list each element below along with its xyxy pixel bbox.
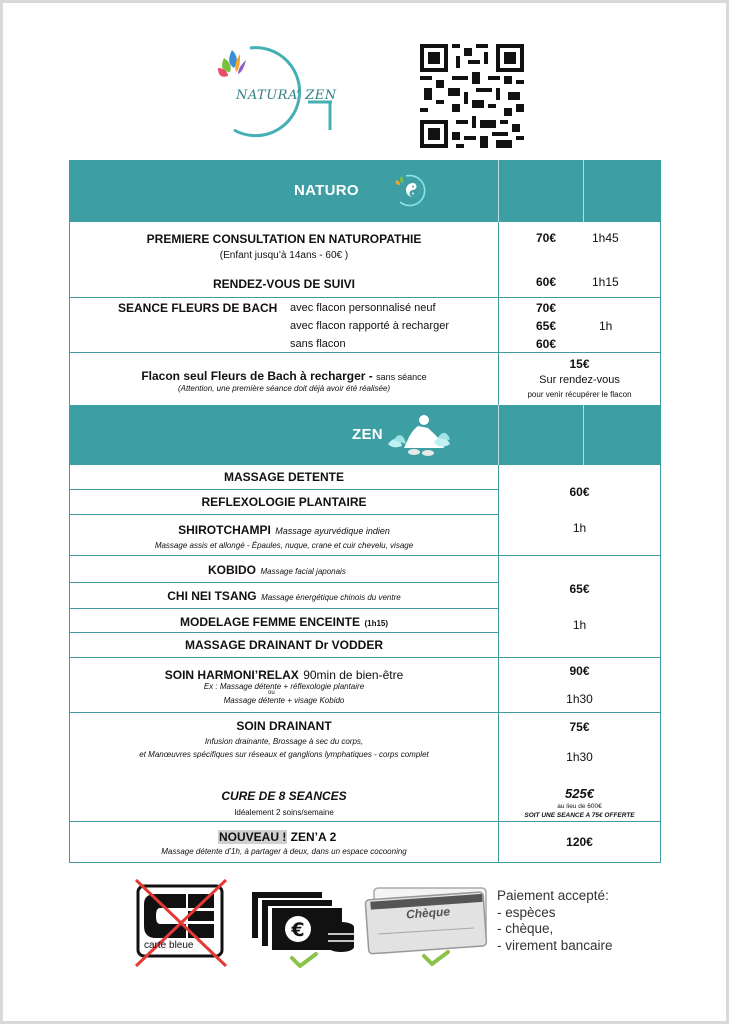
cure-offer: SOIT UNE SEANCE A 75€ OFFERTE (524, 812, 635, 819)
modelage-name: MODELAGE FEMME ENCEINTE (179, 615, 360, 629)
massage-detente: MASSAGE DETENTE (223, 470, 344, 484)
cheque-label: Chèque (405, 904, 451, 922)
flacon-price-sub: pour venir récupérer le flacon (527, 390, 632, 399)
cure-name: CURE DE 8 SEANCES (221, 789, 347, 803)
harmoni-sub1: Ex : Massage détente + réflexologie plantaire (203, 682, 365, 691)
payment-info (497, 888, 613, 954)
payment-method-3: - virement bancaire (497, 937, 613, 953)
harmoni-desc: 90min de bien-être (303, 668, 404, 682)
bach-time: 1h (599, 319, 613, 333)
harmoni-name: SOIN HARMONI’RELAX (164, 668, 299, 682)
cheque-icon (364, 884, 494, 972)
bach-option-1: avec flacon personnalisé neuf (290, 302, 436, 314)
modelage-line (69, 613, 499, 631)
group1-price: 60€ (569, 485, 590, 499)
duo-line (218, 828, 336, 846)
kobido-desc: Massage facial japonais (260, 567, 346, 576)
shirotchampi-desc: Massage ayurvédique indien (275, 526, 390, 536)
cure-old-price: au lieu de 600€ (557, 803, 602, 810)
soin-drainant-sub1: Infusion drainante, Brossage à sec du corps, (204, 737, 364, 746)
bach-option-3: sans flacon (290, 338, 346, 350)
page (3, 3, 726, 1021)
consultation-sub: (Enfant jusqu’à 14ans - 60€ ) (219, 250, 349, 261)
flacon-name: Flacon seul Fleurs de Bach à recharger - (141, 369, 377, 383)
payment-method-1: - espèces (497, 904, 556, 920)
chi-nei-tsang-line (69, 587, 499, 605)
harmoni-sub2: Massage détente + visage Kobido (223, 696, 345, 705)
cash-icon (248, 886, 358, 972)
flacon-note: (Attention, une première séance doit déjà avoir été réalisée) (177, 384, 391, 393)
payment-title: Paiement accepté: (497, 888, 609, 903)
bach-name: SEANCE FLEURS DE BACH (118, 301, 278, 315)
harmoni-price: 90€ (569, 664, 590, 678)
qr-code (420, 44, 524, 148)
naturo-header-band (69, 160, 661, 222)
massage-lotus-icon (384, 410, 454, 458)
logo-text: NATURA’ ZEN (236, 88, 337, 103)
harmoni-time: 1h30 (566, 692, 593, 706)
kobido-name: KOBIDO (208, 563, 256, 577)
duo-name: ZEN’A 2 (287, 830, 337, 844)
carte-bleue-label: carte bleue (144, 940, 194, 951)
soin-drainant-sub2: et Manœuvres spécifiques sur réseaux et ganglions lymphatiques - corps complet (139, 750, 429, 759)
nouveau-label: NOUVEAU ! (219, 830, 287, 844)
soin-drainant-time: 1h30 (566, 750, 593, 764)
shirotchampi-name: SHIROTCHAMPI (178, 523, 271, 537)
suivi-time: 1h15 (592, 275, 619, 289)
reflexologie: REFLEXOLOGIE PLANTAIRE (201, 495, 367, 509)
logo (210, 40, 350, 150)
flacon-price: 15€ (569, 357, 590, 371)
modelage-desc: (1h15) (364, 619, 389, 628)
suivi-name: RENDEZ-VOUS DE SUIVI (212, 277, 356, 291)
svg-text:€: € (291, 919, 305, 941)
flacon-price-note: Sur rendez-vous (539, 374, 620, 386)
consultation-time: 1h45 (592, 231, 619, 245)
group2-time: 1h (572, 618, 587, 632)
shirotchampi-sub: Massage assis et allongé - Épaules, nuque, crane et cuir chevelu, visage (154, 541, 414, 550)
soin-drainant-name: SOIN DRAINANT (236, 719, 332, 733)
cure-sub: Idéalement 2 soins/semaine (234, 808, 334, 817)
shirotchampi-line (69, 521, 499, 539)
drainant-vodder: MASSAGE DRAINANT Dr VODDER (184, 638, 383, 652)
naturo-title: NATURO (294, 182, 359, 199)
group2-price: 65€ (569, 582, 590, 596)
bach-price-3: 60€ (536, 337, 557, 351)
flacon-name-small: sans séance (376, 372, 427, 382)
cure-price: 525€ (565, 786, 594, 801)
kobido-line (208, 561, 346, 579)
chi-nei-tsang-desc: Massage énergétique chinois du ventre (261, 593, 401, 602)
soin-drainant-price: 75€ (569, 720, 590, 734)
carte-bleue-crossed-icon (130, 876, 230, 970)
duo-price: 120€ (566, 835, 593, 849)
payment-method-2: - chèque, (497, 921, 554, 936)
group1-time: 1h (572, 521, 587, 535)
harmoni-ou: ou (268, 690, 275, 696)
chi-nei-tsang-name: CHI NEI TSANG (167, 589, 257, 603)
duo-sub: Massage détente d’1h, à partager à deux, dans un espace cocooning (161, 847, 407, 856)
bach-price-1: 70€ (536, 301, 557, 315)
consultation-price: 70€ (536, 231, 557, 245)
flacon-name-line (69, 367, 499, 385)
yin-yang-icon (392, 170, 432, 210)
suivi-price: 60€ (536, 275, 557, 289)
bach-price-2: 65€ (536, 319, 557, 333)
bach-option-2: avec flacon rapporté à recharger (290, 320, 449, 332)
zen-title: ZEN (352, 426, 383, 443)
consultation-name: PREMIERE CONSULTATION EN NATUROPATHIE (146, 232, 422, 246)
